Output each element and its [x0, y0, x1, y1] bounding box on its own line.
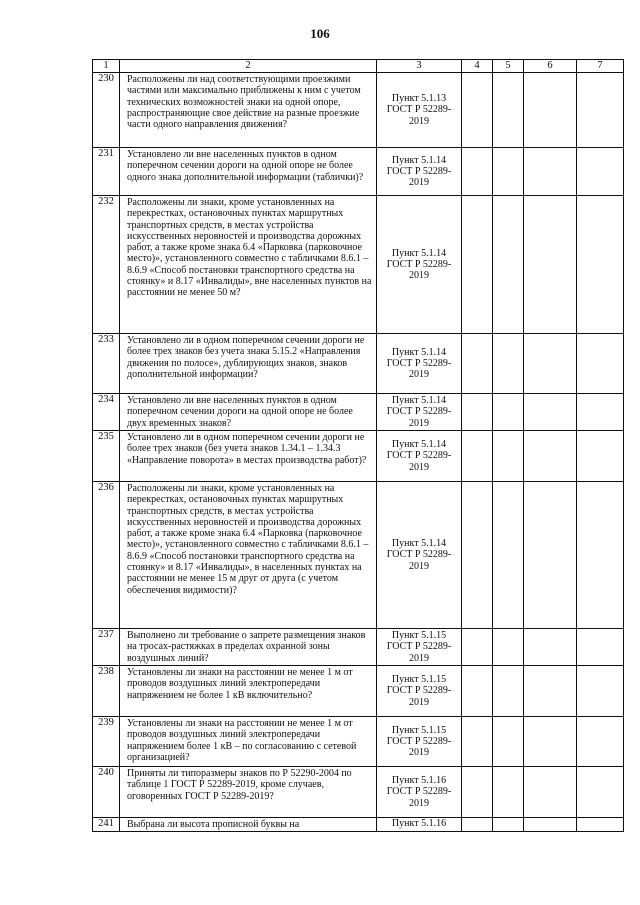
answer-cell — [524, 666, 577, 717]
table-row — [93, 482, 624, 629]
answer-cell — [493, 818, 524, 832]
table-row — [93, 334, 624, 394]
answer-cell — [493, 482, 524, 629]
reference-text: Пункт 5.1.14 ГОСТ Р 52289-2019 — [377, 431, 462, 482]
reference-text: Пункт 5.1.15 ГОСТ Р 52289-2019 — [377, 629, 462, 666]
answer-cell — [577, 482, 624, 629]
question-text: Установлены ли знаки на расстоянии не менее 1 м от проводов воздушных линий электропередачи напряжением более 1 кВ – по согласованию с сетевой организацией? — [120, 717, 377, 767]
question-text: Установлено ли вне населенных пунктов в одном поперечном сечении дороги на одной опоре не более одного знака дополнительной информации (таблички)? — [120, 148, 377, 196]
answer-cell — [524, 717, 577, 767]
question-text: Расположены ли знаки, кроме установленных на перекрестках, остановочных пунктах маршрутных транспортных средств, в местах устройства искусственных неровностей и производства дорожных работ, а также кроме знака 6.4 «Парковка (парковочное место)», установленного совместно с табличками 8.6.1 – 8.6.9 «Способ постановки транспортного средства на стоянку» и 8.17 «Инвалиды», вне населенных пунктов на расстоянии не менее 50 м? — [120, 196, 377, 334]
header-cell: 6 — [524, 60, 577, 73]
checklist-table — [92, 59, 624, 832]
reference-text: Пункт 5.1.14 ГОСТ Р 52289-2019 — [377, 334, 462, 394]
answer-cell — [577, 196, 624, 334]
table-row — [93, 629, 624, 666]
row-number: 239 — [93, 717, 120, 767]
answer-cell — [493, 73, 524, 148]
question-text: Выбрана ли высота прописной буквы на — [120, 818, 377, 832]
reference-text: Пункт 5.1.14 ГОСТ Р 52289-2019 — [377, 482, 462, 629]
answer-cell — [462, 394, 493, 431]
table-row — [93, 767, 624, 818]
row-number: 237 — [93, 629, 120, 666]
row-number: 233 — [93, 334, 120, 394]
row-number: 240 — [93, 767, 120, 818]
reference-text: Пункт 5.1.14 ГОСТ Р 52289-2019 — [377, 148, 462, 196]
answer-cell — [462, 148, 493, 196]
reference-text: Пункт 5.1.15 ГОСТ Р 52289-2019 — [377, 666, 462, 717]
header-cell: 1 — [93, 60, 120, 73]
answer-cell — [462, 482, 493, 629]
question-text: Установлено ли вне населенных пунктов в одном поперечном сечении дороги на одной опоре не более двух временных знаков? — [120, 394, 377, 431]
row-number: 235 — [93, 431, 120, 482]
reference-text: Пункт 5.1.14 ГОСТ Р 52289-2019 — [377, 394, 462, 431]
table-header-row — [93, 60, 624, 73]
row-number: 232 — [93, 196, 120, 334]
answer-cell — [462, 818, 493, 832]
row-number: 234 — [93, 394, 120, 431]
question-text: Установлено ли в одном поперечном сечении дороги не более трех знаков без учета знака 5.15.2 «Направления движения по полосе», дублирующих знаков, знаков дополнительной информации? — [120, 334, 377, 394]
answer-cell — [462, 73, 493, 148]
question-text: Расположены ли над соответствующими проезжими частями или максимально приближены к ним с учетом технических возможностей знаки на одной опоре, распространяющие свое действие на разные проезжие части одного направления движения? — [120, 73, 377, 148]
header-cell: 5 — [493, 60, 524, 73]
reference-text: Пункт 5.1.14 ГОСТ Р 52289-2019 — [377, 196, 462, 334]
answer-cell — [524, 629, 577, 666]
answer-cell — [462, 334, 493, 394]
table-row — [93, 717, 624, 767]
answer-cell — [493, 334, 524, 394]
table-row — [93, 196, 624, 334]
question-text: Установлено ли в одном поперечном сечении дороги не более трех знаков (без учета знаков 1.34.1 – 1.34.3 «Направление поворота» в местах производства работ)? — [120, 431, 377, 482]
answer-cell — [524, 148, 577, 196]
answer-cell — [524, 196, 577, 334]
answer-cell — [577, 717, 624, 767]
answer-cell — [462, 431, 493, 482]
answer-cell — [462, 717, 493, 767]
answer-cell — [524, 394, 577, 431]
answer-cell — [577, 394, 624, 431]
answer-cell — [577, 767, 624, 818]
question-text: Установлены ли знаки на расстоянии не менее 1 м от проводов воздушных линий электропередачи напряжением не более 1 кВ включительно? — [120, 666, 377, 717]
answer-cell — [493, 767, 524, 818]
answer-cell — [462, 767, 493, 818]
answer-cell — [493, 196, 524, 334]
table-row — [93, 394, 624, 431]
answer-cell — [462, 629, 493, 666]
answer-cell — [524, 73, 577, 148]
answer-cell — [493, 666, 524, 717]
answer-cell — [493, 394, 524, 431]
row-number: 241 — [93, 818, 120, 832]
question-text: Приняты ли типоразмеры знаков по Р 52290-2004 по таблице 1 ГОСТ Р 52289-2019, кроме случаев, оговоренных ГОСТ Р 52289-2019? — [120, 767, 377, 818]
answer-cell — [493, 148, 524, 196]
row-number: 230 — [93, 73, 120, 148]
table-row — [93, 148, 624, 196]
answer-cell — [462, 196, 493, 334]
reference-text: Пункт 5.1.13 ГОСТ Р 52289-2019 — [377, 73, 462, 148]
reference-text: Пункт 5.1.16 — [377, 818, 462, 832]
answer-cell — [493, 717, 524, 767]
answer-cell — [524, 482, 577, 629]
answer-cell — [577, 666, 624, 717]
answer-cell — [524, 334, 577, 394]
header-cell: 3 — [377, 60, 462, 73]
reference-text: Пункт 5.1.15 ГОСТ Р 52289-2019 — [377, 717, 462, 767]
header-cell: 4 — [462, 60, 493, 73]
answer-cell — [462, 666, 493, 717]
answer-cell — [493, 431, 524, 482]
page-number: 106 — [310, 26, 330, 41]
reference-text: Пункт 5.1.16 ГОСТ Р 52289-2019 — [377, 767, 462, 818]
answer-cell — [577, 431, 624, 482]
answer-cell — [493, 629, 524, 666]
header-cell: 2 — [120, 60, 377, 73]
answer-cell — [577, 818, 624, 832]
table-row — [93, 818, 624, 832]
answer-cell — [577, 629, 624, 666]
table-row — [93, 666, 624, 717]
question-text: Выполнено ли требование о запрете размещения знаков на тросах-растяжках в пределах охранной зоны воздушных линий? — [120, 629, 377, 666]
answer-cell — [524, 431, 577, 482]
header-cell: 7 — [577, 60, 624, 73]
answer-cell — [577, 148, 624, 196]
row-number: 236 — [93, 482, 120, 629]
row-number: 238 — [93, 666, 120, 717]
answer-cell — [524, 818, 577, 832]
question-text: Расположены ли знаки, кроме установленных на перекрестках, остановочных пунктах маршрутных транспортных средств, в местах устройства искусственных неровностей и производства дорожных работ, а также кроме знака 6.4 «Парковка (парковочное место)», установленного совместно с табличками 8.6.1 – 8.6.9 «Способ постановки транспортного средства на стоянку» и 8.17 «Инвалиды», в населенных пунктах на расстоянии не менее 15 м друг от друга (с учетом обеспечения видимости)? — [120, 482, 377, 629]
answer-cell — [577, 334, 624, 394]
answer-cell — [577, 73, 624, 148]
answer-cell — [524, 767, 577, 818]
table-row — [93, 431, 624, 482]
table-row — [93, 73, 624, 148]
row-number: 231 — [93, 148, 120, 196]
